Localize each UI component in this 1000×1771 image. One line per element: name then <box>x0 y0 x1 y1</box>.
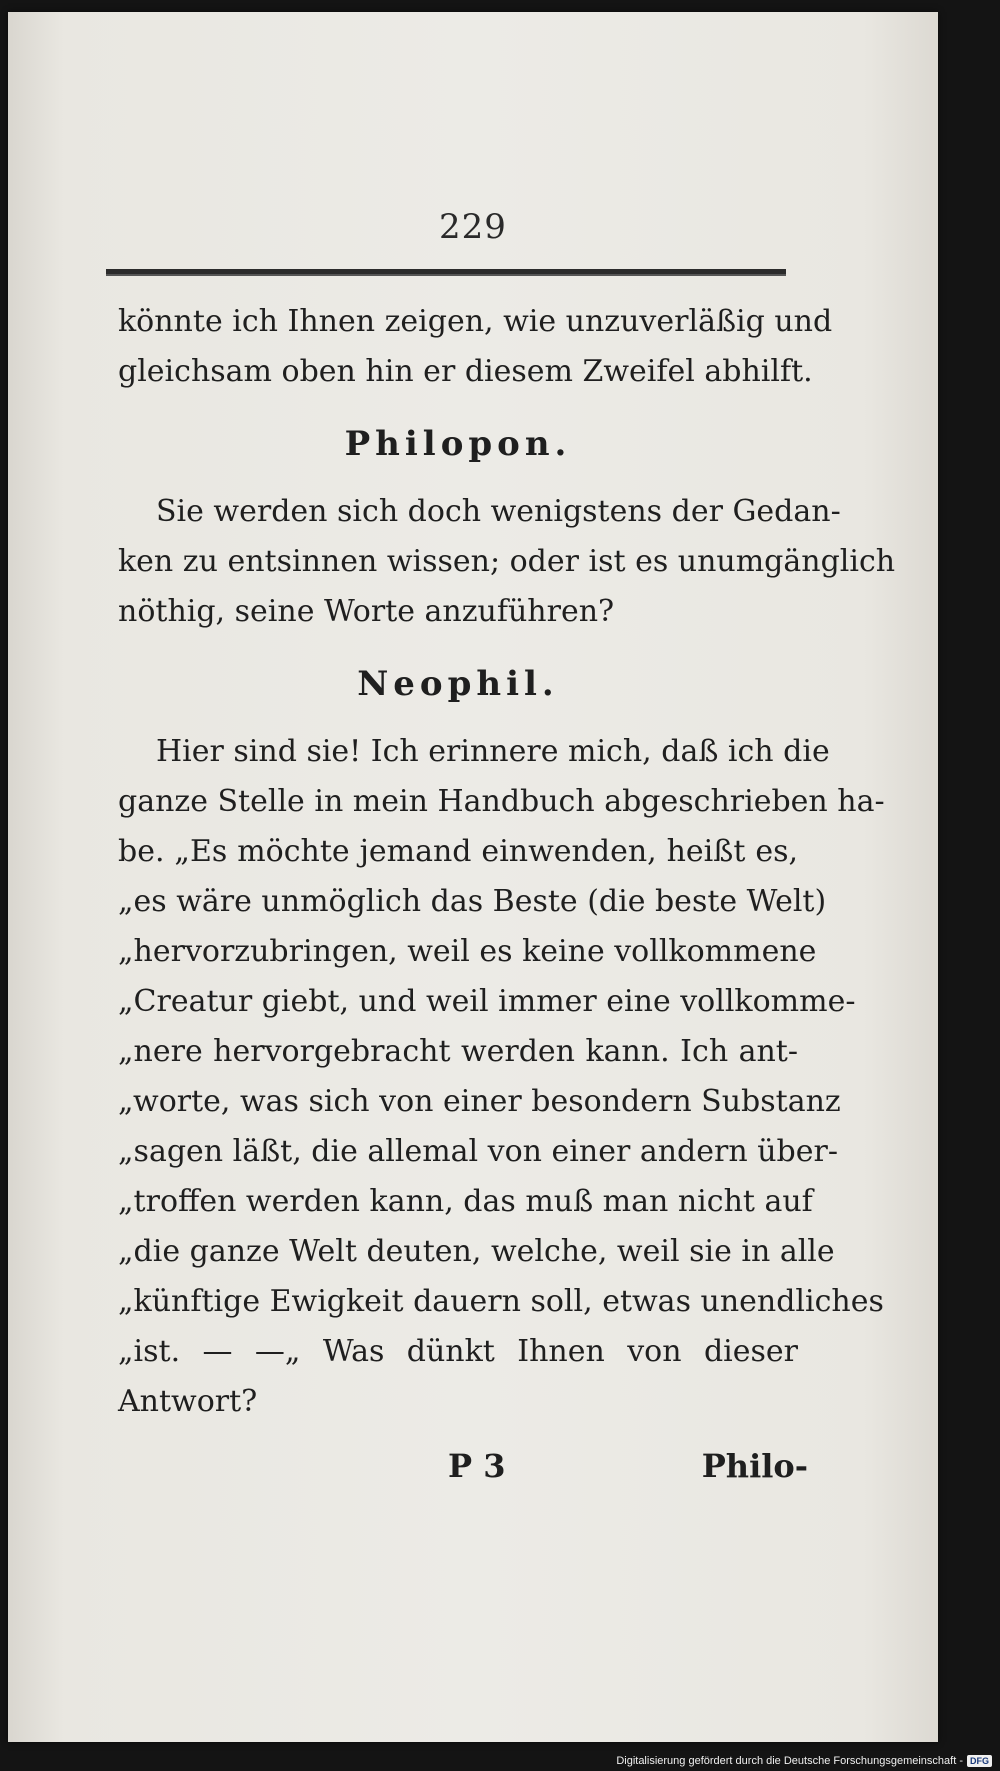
text-line: „hervorzubringen, weil es keine vollkommene <box>118 934 817 969</box>
text-line: „sagen läßt, die allemal von einer andern über- <box>118 1134 838 1169</box>
speaker-heading-neophil: Neophil. <box>357 664 559 704</box>
text-line: „nere hervorgebracht werden kann. Ich ant- <box>118 1034 798 1069</box>
signature-mark: P 3 <box>448 1447 506 1485</box>
text-line: gleichsam oben hin er diesem Zweifel abhilft. <box>118 354 813 389</box>
text-line: „troffen werden kann, das muß man nicht auf <box>118 1184 813 1219</box>
speaker-heading-philopon: Philopon. <box>344 424 572 464</box>
text-line: „ist. — —„ Was dünkt Ihnen von dieser <box>118 1334 798 1369</box>
header-rule <box>106 269 786 276</box>
text-line: „die ganze Welt deuten, welche, weil sie in alle <box>118 1234 835 1269</box>
text-line: „Creatur giebt, und weil immer eine vollkomme- <box>118 984 856 1019</box>
text-line: Antwort? <box>118 1384 258 1419</box>
dfg-logo: DFG <box>967 1755 992 1767</box>
text-line: ganze Stelle in mein Handbuch abgeschrieben ha- <box>118 784 885 819</box>
text-line: ken zu entsinnen wissen; oder ist es unumgänglich <box>118 544 896 579</box>
text-line: nöthig, seine Worte anzuführen? <box>118 594 615 629</box>
credit-text: Digitalisierung gefördert durch die Deutsche Forschungsgemeinschaft - <box>616 1755 963 1767</box>
digitization-credit <box>616 1755 992 1767</box>
page-number: 229 <box>439 207 507 247</box>
book-page <box>8 12 938 1742</box>
text-line: könnte ich Ihnen zeigen, wie unzuverläßig und <box>118 304 833 339</box>
catchword: Philo- <box>701 1447 808 1485</box>
text-line: „künftige Ewigkeit dauern soll, etwas unendliches <box>118 1284 884 1319</box>
body-text <box>118 297 896 1427</box>
text-line: „worte, was sich von einer besondern Substanz <box>118 1084 841 1119</box>
text-line: „es wäre unmöglich das Beste (die beste Welt) <box>118 884 827 919</box>
text-line: Hier sind sie! Ich erinnere mich, daß ich die <box>156 734 830 769</box>
text-line: Sie werden sich doch wenigstens der Gedan- <box>156 494 841 529</box>
text-line: be. „Es möchte jemand einwenden, heißt es, <box>118 834 798 869</box>
